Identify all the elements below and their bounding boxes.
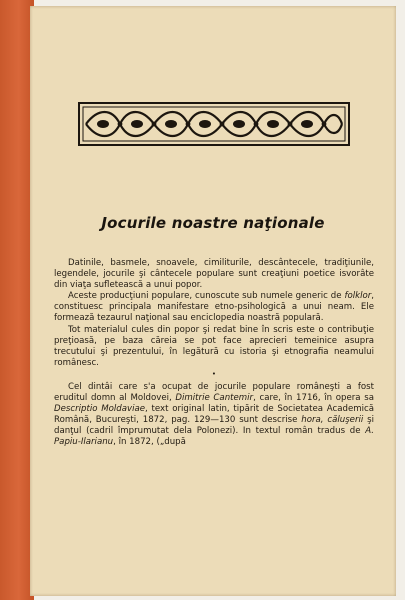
paragraph-4	[54, 382, 374, 449]
decorative-ornament-band	[78, 102, 350, 146]
paragraph-4-text-d: şi danţul (cadril împrumutat dela Polonezi). In textul român tradus de	[54, 415, 374, 437]
paragraph-3: Tot materialul cules din popor şi redat bine în scris este o contribuţie preţioasă, pe baza căreia se pot face aprecieri temeinice asupra trecutului şi prezentului, în legătură cu istoria şi etnografia neamului românesc.	[54, 324, 374, 368]
paragraph-4-text-a: Cel dintâi care s'a ocupat de jocurile populare româneşti a fost eruditul domn al Moldovei,	[54, 381, 374, 404]
paragraph-4-emphasis-cantemir: Dimitrie Cantemir	[175, 393, 254, 404]
paragraph-2-text-end: , constituesc principala manifestare etno-psihologică a unui neam. Ele formează tezaurul naţional sau enciclopedia noastră populară.	[54, 291, 374, 324]
page-title: Jocurile noastre naţionale	[101, 214, 325, 232]
section-separator: •	[211, 369, 217, 378]
book-cover-edge	[0, 0, 34, 600]
paragraph-4-emphasis-hora: hora, căluşerii	[301, 415, 364, 426]
book-page	[30, 6, 396, 596]
paragraph-1: Datinile, basmele, snoavele, cimiliturile, descântecele, tradiţiunile, legendele, jocurile şi cântecele populare sunt creaţiuni poetice isvorâte din viaţa sufletească a unui popor.	[54, 258, 374, 291]
paragraph-4-emphasis-papiu: A. Papiu-Ilarianu	[54, 426, 374, 448]
paragraph-4-text-c: , text original latin, tipărit de Societatea Academică Română, Bucureşti, 1872, pag. 129—130 sunt descrise	[54, 404, 374, 426]
paragraph-4-emphasis-descriptio: Descriptio Moldaviae	[54, 404, 146, 415]
paragraph-2	[54, 291, 374, 324]
paragraph-2-text: Aceste producţiuni populare, cunoscute sub numele generic de	[68, 291, 345, 302]
paragraph-4-text-e: , în 1872, („după	[113, 437, 186, 448]
paragraph-2-emphasis: folklor	[344, 291, 372, 302]
body-text	[54, 258, 374, 449]
paragraph-4-text-b: , care, în 1716, în opera sa	[253, 393, 374, 404]
